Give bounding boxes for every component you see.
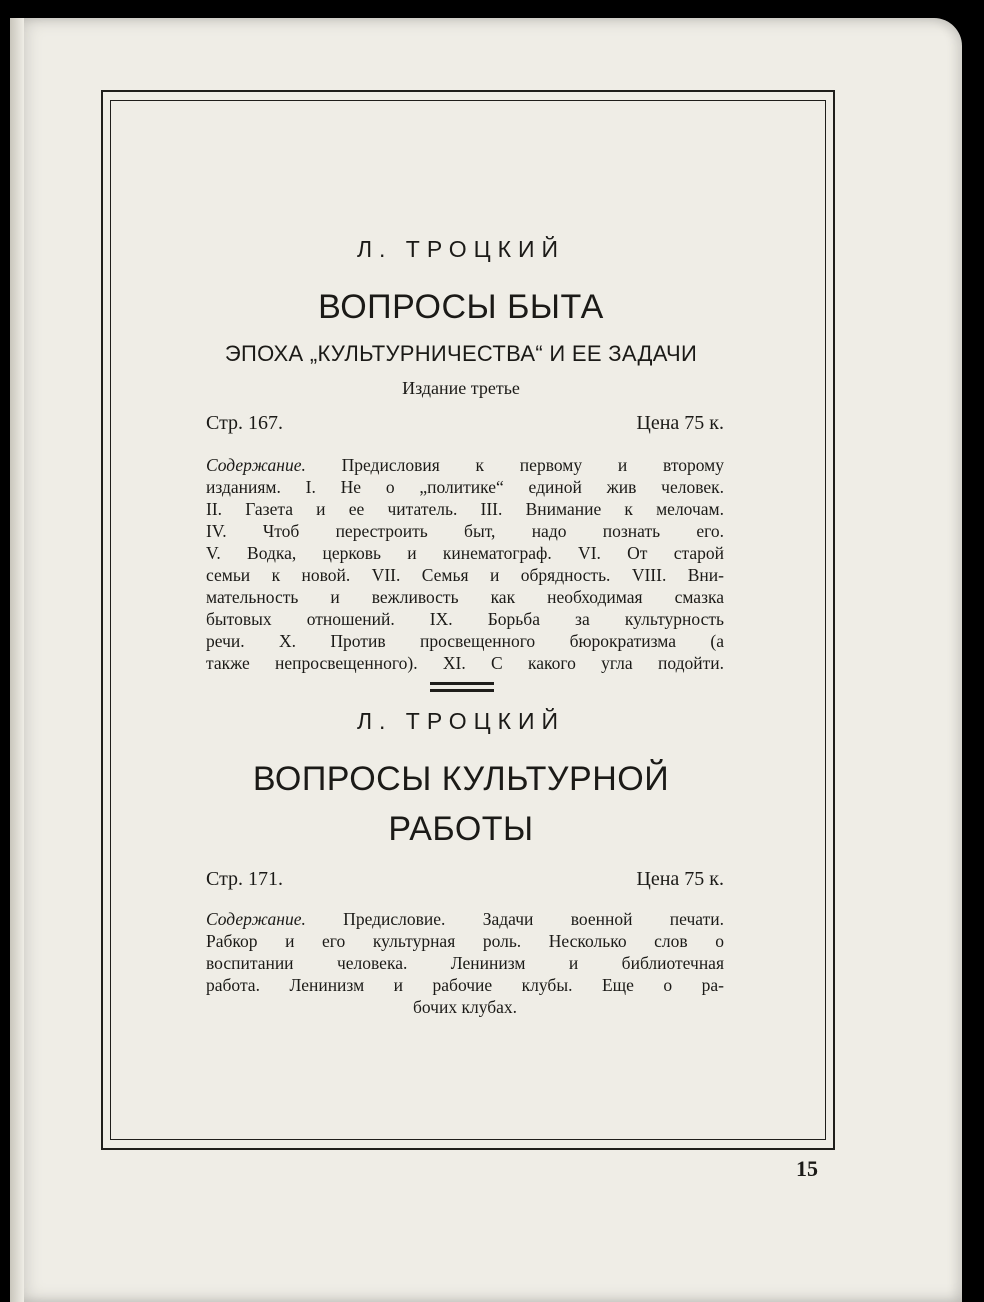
book1-contents-line: речи. X. Против просвещенного бюрократизма (а (206, 631, 724, 651)
page-spine-shadow (10, 18, 24, 1302)
book1-contents-line: изданиям. I. Не о „политике“ единой жив человек. (206, 477, 724, 497)
book1-pages: Стр. 167. (206, 412, 284, 434)
book2-contents-label: Содержание. (206, 909, 306, 929)
book2-title-line1: ВОПРОСЫ КУЛЬТУРНОЙ (252, 760, 670, 798)
book1-contents-line: семьи к новой. VII. Семья и обрядность. VIII. Вни- (206, 565, 724, 585)
book2-contents-line: Рабкор и его культурная роль. Несколько слов о (206, 931, 724, 951)
book1-contents-line: также непросвещенного). XI. С какого угла подойти. (206, 653, 724, 673)
book1-contents (206, 454, 724, 674)
book2-price: Цена 75 к. (636, 868, 724, 890)
book1-contents-label: Содержание. (206, 455, 306, 475)
book1-edition: Издание третье (402, 378, 520, 398)
advertisement-content (198, 0, 724, 1302)
section-divider (430, 682, 494, 692)
book2-title-line2: РАБОТЫ (388, 810, 534, 848)
book1-price-row (206, 412, 724, 435)
book2-contents-line: бочих клубах. (412, 997, 518, 1017)
book1-contents-line: V. Водка, церковь и кинематограф. VI. От старой (206, 543, 724, 563)
book2-contents (206, 908, 724, 1018)
book2-author: Л. ТРОЦКИЙ (356, 708, 566, 734)
book2-contents-line: Содержание. Предисловие. Задачи военной печати. (206, 909, 724, 929)
book2-price-row (206, 868, 724, 891)
book1-contents-line: IV. Чтоб перестроить быт, надо познать его. (206, 521, 724, 541)
page-number: 15 (796, 1156, 818, 1181)
book2-contents-line: работа. Ленинизм и рабочие клубы. Еще о ра- (206, 975, 724, 995)
book1-subtitle: ЭПОХА „КУЛЬТУРНИЧЕСТВА“ И ЕЕ ЗАДАЧИ (224, 341, 698, 366)
book1-contents-line: мательность и вежливость как необходимая смазка (206, 587, 724, 607)
book2-contents-line: воспитании человека. Ленинизм и библиотечная (206, 953, 724, 973)
book1-contents-line: Содержание. Предисловия к первому и второму (206, 455, 724, 475)
book1-author: Л. ТРОЦКИЙ (356, 236, 566, 262)
book1-title: ВОПРОСЫ БЫТА (318, 288, 604, 326)
book1-contents-line: бытовых отношений. IX. Борьба за культурность (206, 609, 724, 629)
book2-pages: Стр. 171. (206, 868, 284, 890)
book1-contents-line: II. Газета и ее читатель. III. Внимание к мелочам. (206, 499, 724, 519)
book1-price: Цена 75 к. (636, 412, 724, 434)
